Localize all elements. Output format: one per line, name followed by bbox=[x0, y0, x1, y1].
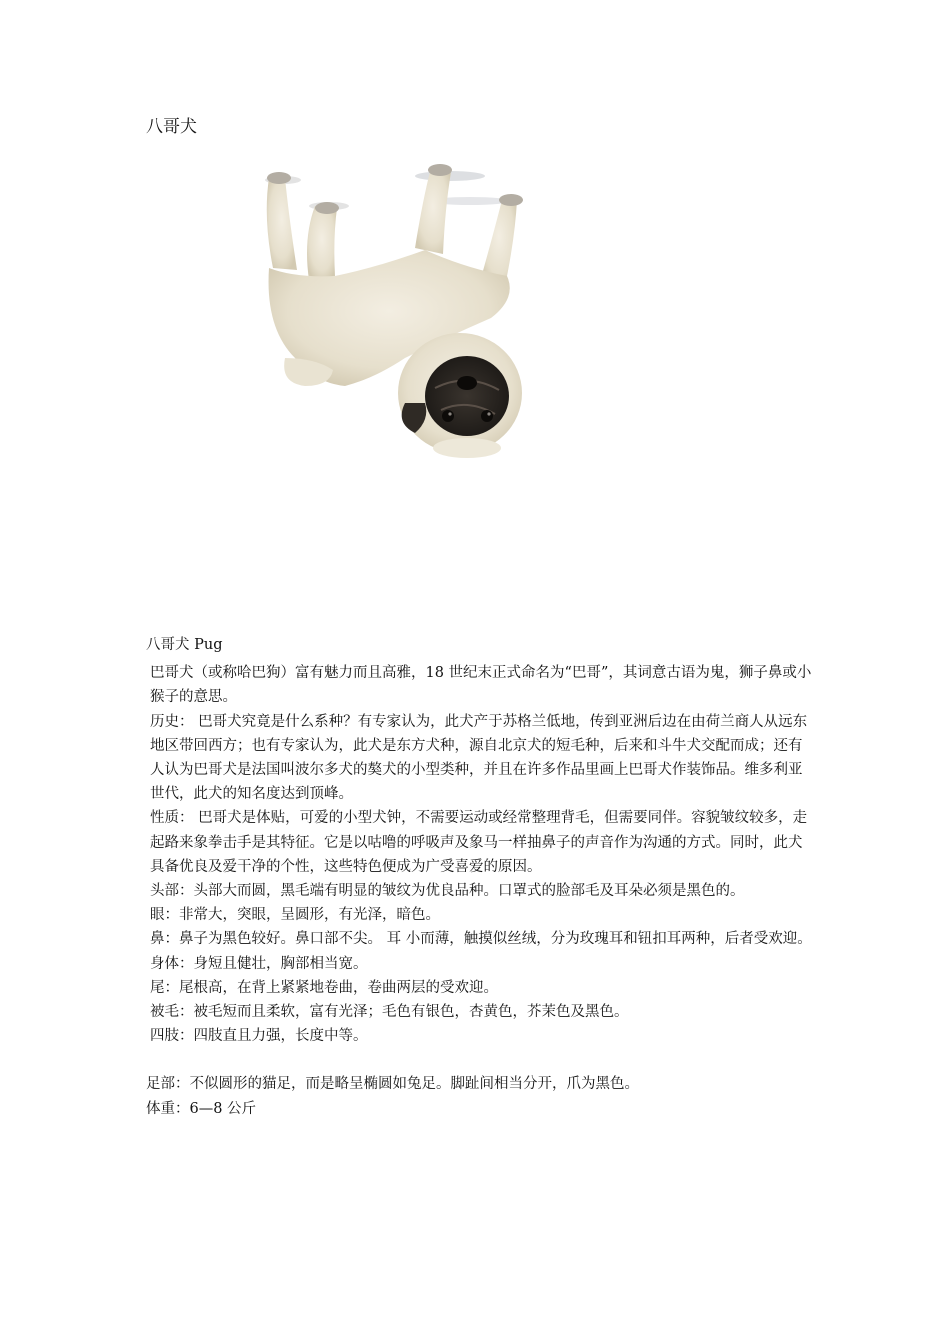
paragraph-nose-ears: 鼻：鼻子为黑色较好。鼻口部不尖。 耳 小而薄，触摸似丝绒，分为玫瑰耳和钮扣耳两种，后者受欢迎。 bbox=[150, 931, 812, 948]
paragraph-gap bbox=[146, 1048, 816, 1072]
pug-photo bbox=[255, 158, 535, 468]
pug-illustration bbox=[255, 158, 535, 468]
paragraph-eyes: 眼：非常大，突眼，呈圆形，有光泽，暗色。 bbox=[150, 907, 440, 924]
paragraph-feet: 足部：不似圆形的猫足，而是略呈椭圆如兔足。脚趾间相当分开，爪为黑色。 bbox=[146, 1076, 639, 1093]
article-subtitle: 八哥犬 Pug bbox=[146, 637, 223, 653]
paragraph-weight: 体重：6—8 公斤 bbox=[146, 1100, 257, 1117]
paragraph-limbs: 四肢：四肢直且力强，长度中等。 bbox=[150, 1028, 368, 1045]
paragraph-temperament: 性质： 巴哥犬是体贴，可爱的小型犬钟，不需要运动或经常整理背毛，但需要同伴。容貌皱纹较多，走起路来象拳击手是其特征。它是以咕噜的呼吸声及象马一样抽鼻子的声音作为沟通的方式。同时，此犬具备优良及爱干净的个性，这些特色便成为广受喜爱的原因。 bbox=[150, 810, 808, 875]
paragraph-intro: 巴哥犬（或称哈巴狗）富有魅力而且高雅，18 世纪末正式命名为“巴哥”，其词意古语为鬼，狮子鼻或小猴子的意思。 bbox=[150, 665, 812, 706]
page-title: 八哥犬 bbox=[146, 117, 197, 137]
paragraph-history: 历史： 巴哥犬究竟是什么系种？有专家认为，此犬产于苏格兰低地，传到亚洲后边在由荷兰商人从远东地区带回西方；也有专家认为，此犬是东方犬种，源自北京犬的短毛种，后来和斗牛犬交配而成；还有人认为巴哥犬是法国叫波尔多犬的獒犬的小型类种，并且在许多作品里画上巴哥犬作装饰品。维多利亚世代，此犬的知名度达到顶峰。 bbox=[150, 713, 808, 803]
paragraph-body: 身体：身短且健壮，胸部相当宽。 bbox=[150, 955, 368, 972]
article-body bbox=[146, 633, 816, 1121]
paragraph-tail: 尾：尾根高，在背上紧紧地卷曲，卷曲两层的受欢迎。 bbox=[150, 979, 498, 996]
paragraph-coat: 被毛：被毛短而且柔软，富有光泽；毛色有银色，杏黄色，芥茉色及黑色。 bbox=[150, 1004, 629, 1021]
paragraph-head: 头部：头部大而圆，黑毛端有明显的皱纹为优良品种。口罩式的脸部毛及耳朵必须是黑色的。 bbox=[150, 883, 745, 900]
